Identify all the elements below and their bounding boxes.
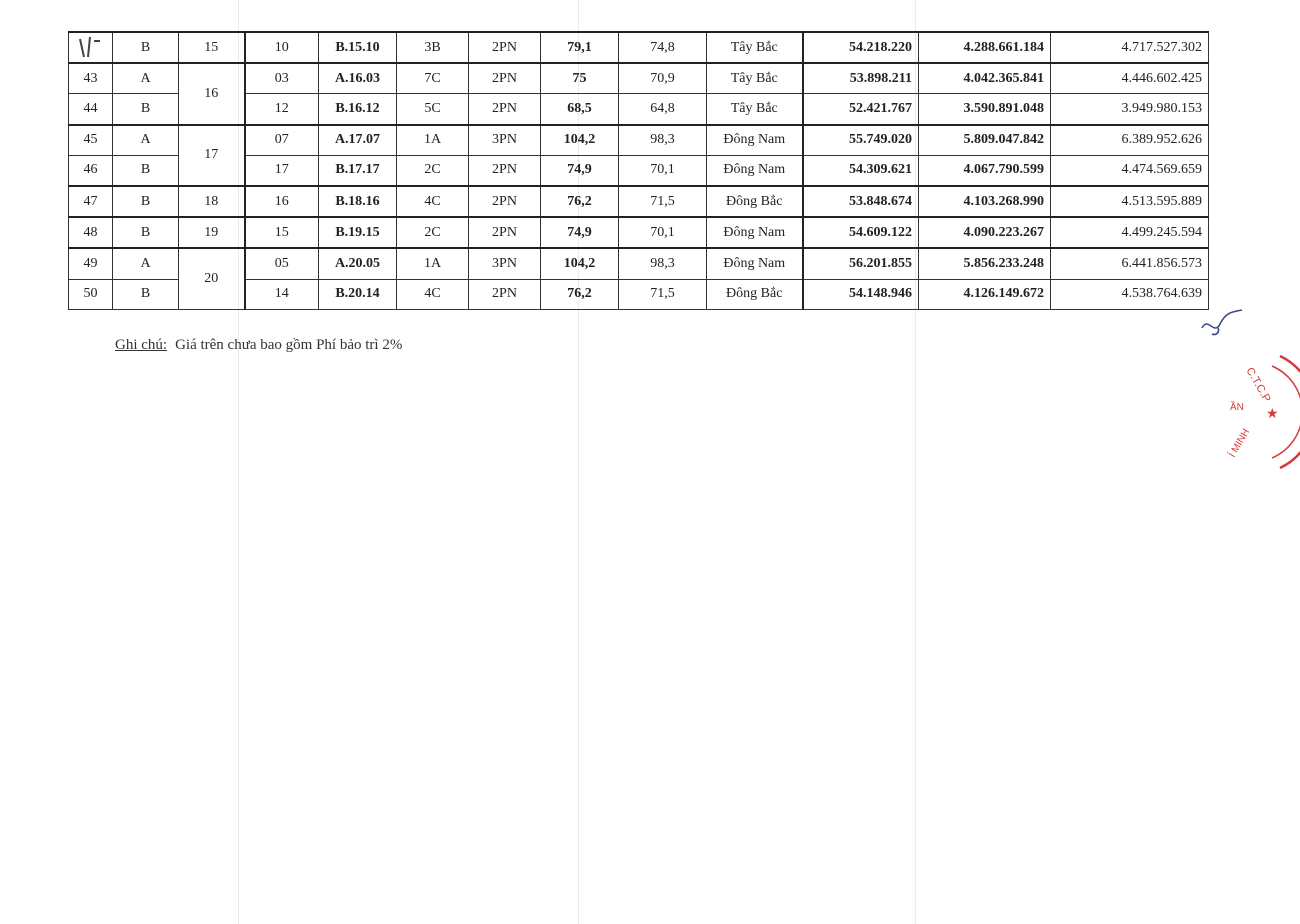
price-with-vat-cell: 4.717.527.302 [1051, 32, 1209, 63]
unit-cell: 14 [245, 279, 319, 309]
area-usable-cell: 71,5 [619, 279, 707, 309]
tower-cell: B [113, 279, 179, 309]
unit-price-cell: 53.898.211 [803, 63, 919, 94]
unit-price-cell: 52.421.767 [803, 94, 919, 125]
direction-cell: Đông Nam [707, 125, 803, 156]
unit-cell: 16 [245, 186, 319, 217]
type-cell: 1A [397, 125, 469, 156]
price-before-vat-cell: 4.067.790.599 [919, 155, 1051, 186]
bedrooms-cell: 2PN [469, 32, 541, 63]
direction-cell: Đông Nam [707, 217, 803, 248]
area-usable-cell: 74,8 [619, 32, 707, 63]
table-row [69, 32, 1209, 63]
direction-cell: Tây Bắc [707, 32, 803, 63]
stt-cell: 48 [69, 217, 113, 248]
price-with-vat-cell: 4.538.764.639 [1051, 279, 1209, 309]
unit-cell: 12 [245, 94, 319, 125]
table-row [69, 125, 1209, 156]
table-row [69, 217, 1209, 248]
area-usable-cell: 70,1 [619, 217, 707, 248]
unit-price-cell: 54.609.122 [803, 217, 919, 248]
area-built-cell: 68,5 [541, 94, 619, 125]
code-cell: A.16.03 [319, 63, 397, 94]
code-cell: B.18.16 [319, 186, 397, 217]
area-built-cell: 76,2 [541, 279, 619, 309]
direction-cell: Tây Bắc [707, 94, 803, 125]
price-before-vat-cell: 4.103.268.990 [919, 186, 1051, 217]
area-usable-cell: 70,9 [619, 63, 707, 94]
price-with-vat-cell: 6.441.856.573 [1051, 248, 1209, 279]
type-cell: 2C [397, 155, 469, 186]
unit-price-cell: 53.848.674 [803, 186, 919, 217]
tower-cell: B [113, 32, 179, 63]
price-before-vat-cell: 4.126.149.672 [919, 279, 1051, 309]
direction-cell: Đông Bắc [707, 279, 803, 309]
bedrooms-cell: 2PN [469, 155, 541, 186]
area-built-cell: 79,1 [541, 32, 619, 63]
code-cell: B.15.10 [319, 32, 397, 63]
table-row [69, 248, 1209, 279]
tower-cell: A [113, 125, 179, 156]
floor-cell: 17 [179, 125, 245, 186]
type-cell: 4C [397, 279, 469, 309]
floor-cell: 16 [179, 63, 245, 124]
type-cell: 5C [397, 94, 469, 125]
unit-price-cell: 54.309.621 [803, 155, 919, 186]
unit-price-cell: 54.148.946 [803, 279, 919, 309]
unit-cell: 03 [245, 63, 319, 94]
area-built-cell: 74,9 [541, 155, 619, 186]
type-cell: 7C [397, 63, 469, 94]
tower-cell: B [113, 217, 179, 248]
floor-cell: 15 [179, 32, 245, 63]
bedrooms-cell: 2PN [469, 279, 541, 309]
direction-cell: Đông Nam [707, 155, 803, 186]
price-before-vat-cell: 4.090.223.267 [919, 217, 1051, 248]
area-built-cell: 104,2 [541, 125, 619, 156]
bedrooms-cell: 3PN [469, 248, 541, 279]
direction-cell: Đông Bắc [707, 186, 803, 217]
unit-cell: 15 [245, 217, 319, 248]
unit-price-cell: 56.201.855 [803, 248, 919, 279]
type-cell: 1A [397, 248, 469, 279]
table-body [69, 32, 1209, 309]
footnote [115, 337, 402, 354]
bedrooms-cell: 3PN [469, 125, 541, 156]
code-cell: B.20.14 [319, 279, 397, 309]
footnote-label: Ghi chú: [115, 337, 168, 353]
bedrooms-cell: 2PN [469, 63, 541, 94]
stt-cell: 44 [69, 94, 113, 125]
stt-cell: 49 [69, 248, 113, 279]
unit-cell: 05 [245, 248, 319, 279]
table-row [69, 186, 1209, 217]
unit-price-cell: 55.749.020 [803, 125, 919, 156]
stt-cell: 45 [69, 125, 113, 156]
floor-cell: 20 [179, 248, 245, 309]
seal-text: C.T.C.P [1243, 365, 1273, 405]
stt-cell: 43 [69, 63, 113, 94]
footnote-text: Giá trên chưa bao gồm Phí bảo trì 2% [175, 337, 403, 353]
star-icon: ★ [1266, 405, 1279, 421]
code-cell: B.16.12 [319, 94, 397, 125]
tower-cell: A [113, 248, 179, 279]
area-usable-cell: 71,5 [619, 186, 707, 217]
company-seal [1220, 348, 1300, 478]
tower-cell: B [113, 186, 179, 217]
area-built-cell: 104,2 [541, 248, 619, 279]
price-table [68, 31, 1209, 310]
code-cell: A.20.05 [319, 248, 397, 279]
type-cell: 4C [397, 186, 469, 217]
unit-cell: 10 [245, 32, 319, 63]
stt-cell: 46 [69, 155, 113, 186]
direction-cell: Tây Bắc [707, 63, 803, 94]
price-before-vat-cell: 4.288.661.184 [919, 32, 1051, 63]
price-before-vat-cell: 4.042.365.841 [919, 63, 1051, 94]
price-with-vat-cell: 6.389.952.626 [1051, 125, 1209, 156]
area-usable-cell: 70,1 [619, 155, 707, 186]
price-with-vat-cell: 4.499.245.594 [1051, 217, 1209, 248]
area-built-cell: 75 [541, 63, 619, 94]
type-cell: 2C [397, 217, 469, 248]
area-usable-cell: 64,8 [619, 94, 707, 125]
signature-mark [1198, 306, 1248, 346]
stt-cell: 47 [69, 186, 113, 217]
unit-price-cell: 54.218.220 [803, 32, 919, 63]
direction-cell: Đông Nam [707, 248, 803, 279]
unit-cell: 07 [245, 125, 319, 156]
bedrooms-cell: 2PN [469, 186, 541, 217]
bedrooms-cell: 2PN [469, 217, 541, 248]
type-cell: 3B [397, 32, 469, 63]
tower-cell: A [113, 63, 179, 94]
unit-cell: 17 [245, 155, 319, 186]
price-with-vat-cell: 4.513.595.889 [1051, 186, 1209, 217]
floor-cell: 18 [179, 186, 245, 217]
floor-cell: 19 [179, 217, 245, 248]
area-built-cell: 76,2 [541, 186, 619, 217]
code-cell: B.19.15 [319, 217, 397, 248]
price-before-vat-cell: 3.590.891.048 [919, 94, 1051, 125]
table-row [69, 63, 1209, 94]
area-built-cell: 74,9 [541, 217, 619, 248]
price-with-vat-cell: 4.474.569.659 [1051, 155, 1209, 186]
area-usable-cell: 98,3 [619, 125, 707, 156]
scan-artifact [70, 33, 110, 63]
seal-text: Í MINH [1227, 427, 1253, 460]
tower-cell: B [113, 94, 179, 125]
area-usable-cell: 98,3 [619, 248, 707, 279]
code-cell: B.17.17 [319, 155, 397, 186]
price-with-vat-cell: 3.949.980.153 [1051, 94, 1209, 125]
price-with-vat-cell: 4.446.602.425 [1051, 63, 1209, 94]
code-cell: A.17.07 [319, 125, 397, 156]
tower-cell: B [113, 155, 179, 186]
stt-cell: 50 [69, 279, 113, 309]
price-before-vat-cell: 5.809.047.842 [919, 125, 1051, 156]
seal-text: ẦN [1230, 402, 1244, 413]
bedrooms-cell: 2PN [469, 94, 541, 125]
price-before-vat-cell: 5.856.233.248 [919, 248, 1051, 279]
